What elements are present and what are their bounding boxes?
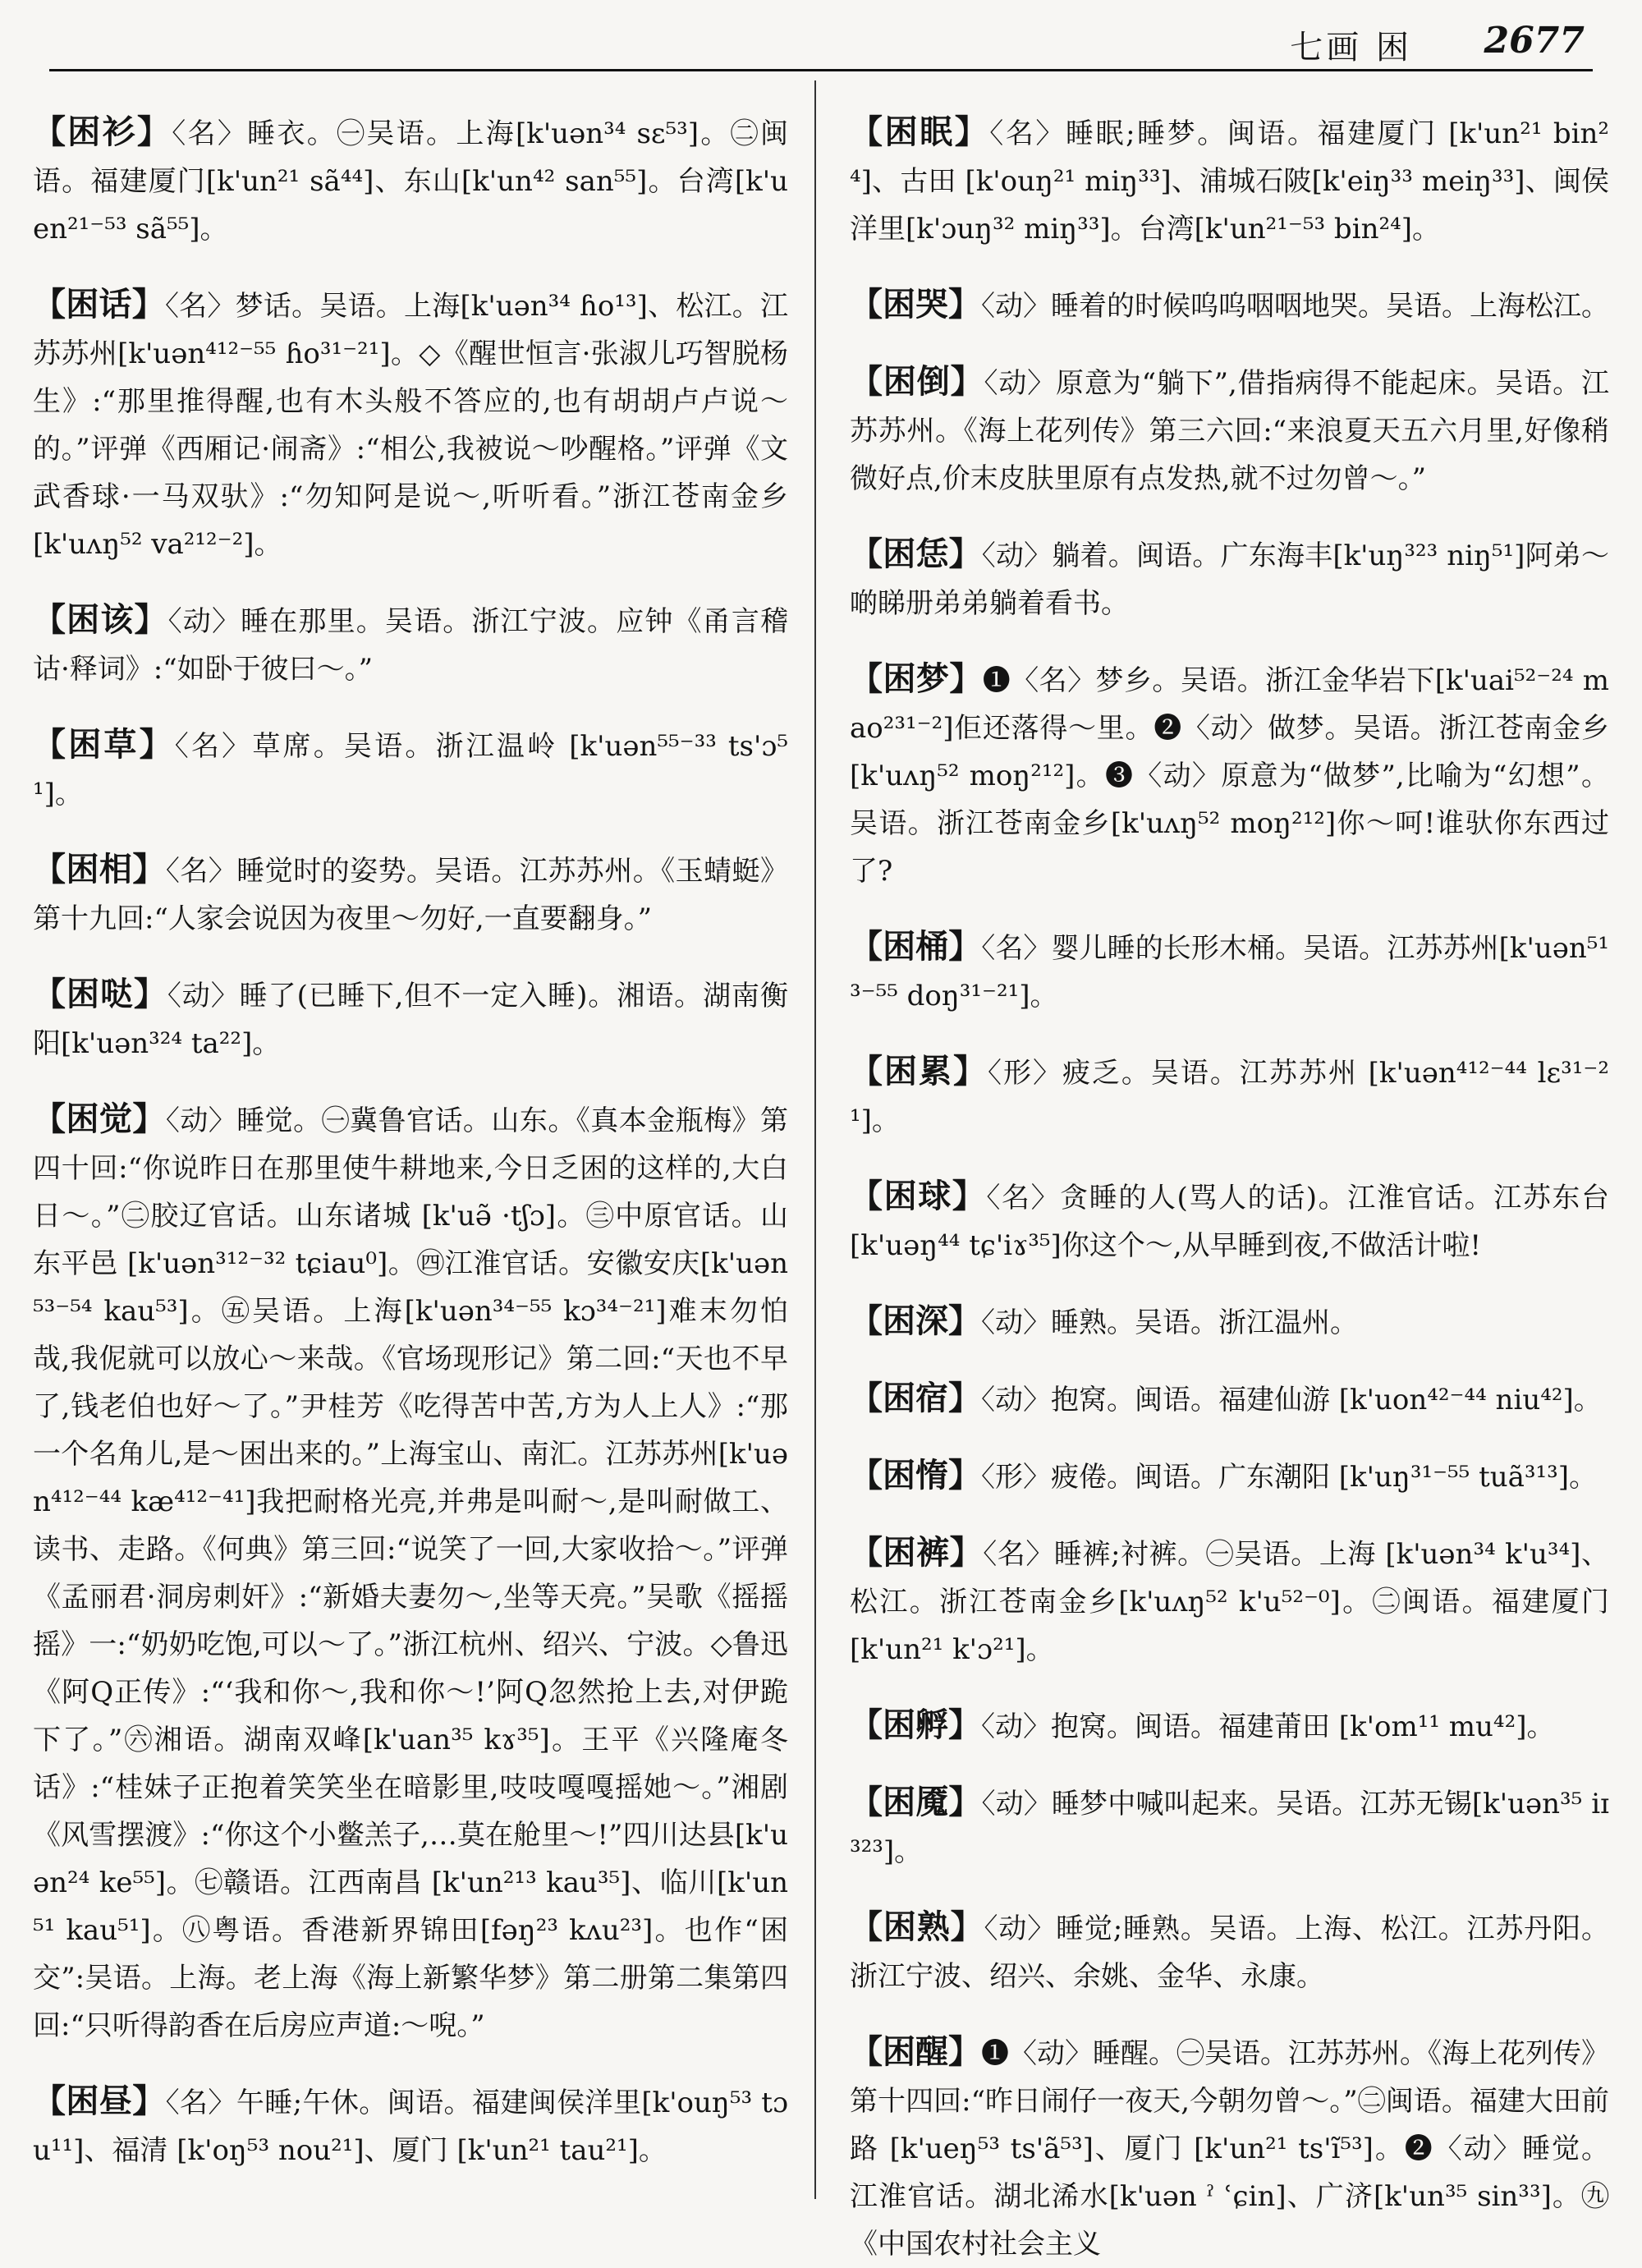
dictionary-entry [850,108,1609,253]
running-title: 七画 困 [1290,29,1412,67]
entry-definition: 〈名〉草席。吴语。浙江温岭 [k'uən⁵⁵⁻³³ ts'ɔ⁵¹]。 [33,730,789,810]
entry-definition: 〈动〉睡觉。㊀冀鲁官话。山东。《真本金瓶梅》第四十回:“你说昨日在那里使牛耕地来,今日乏困的这样的,大白日～。”㊁胶辽官话。山东诸城 [k'uə̃ ·tʃɔ]。㊂中原官话。山东平邑 [k'uən³¹²⁻³² tɕiau⁰]。㊃江淮官话。安徽安庆[k'uən⁵³⁻⁵⁴ kau⁵³]。㊄吴语。上海[k'uən³⁴⁻⁵⁵ kɔ³⁴⁻²¹]难末勿怕哉,我伲就可以放心～来哉。《官场现形记》第二回:“天也不早了,钱老伯也好～了。”尹桂芳《吃得苦中苦,方为人上人》:“那一个名角儿,是～困出来的。”上海宝山、南汇。江苏苏州[k'uən⁴¹²⁻⁴⁴ kæ⁴¹²⁻⁴¹]我把耐格光亮,并弗是叫耐～,是叫耐做工、读书、走路。《何典》第三回:“说笑了一回,大家收拾～。”评弹《孟丽君·洞房刺奸》:“新婚夫妻勿～,坐等天亮。”吴歌《摇摇摇》一:“奶奶吃饱,可以～了。”浙江杭州、绍兴、宁波。◇鲁迅《阿Q正传》:“‘我和你～,我和你～!’阿Q忽然抢上去,对伊跪下了。”㊅湘语。湖南双峰[k'uan³⁵ kɤ³⁵]。王平《兴隆庵冬话》:“桂妹子正抱着笑笑坐在暗影里,吱吱嘎嘎摇她～。”湘剧《风雪摆渡》:“你这个小鳖羔子,…莫在舱里～!”四川达县[k'uən²⁴ ke⁵⁵]。㊆赣语。江西南昌 [k'un²¹³ kau³⁵]、临川[k'un⁵¹ kau⁵¹]。㊇粤语。香港新界锦田[fəŋ²³ kʌu²³]。也作“困交”:吴语。上海。老上海《海上新繁华梦》第二册第二集第四回:“只听得韵香在后房应声道:～唲。” [33,1104,789,2042]
left-column [33,80,788,2199]
entry-definition: 〈动〉抱窝。闽语。福建莆田 [k'om¹¹ mu⁴²]。 [981,1710,1555,1743]
entry-headword: 【困桶】 [850,927,982,966]
entry-headword: 【困觉】 [33,1100,166,1138]
entry-definition: 〈动〉睡觉;睡熟。吴语。上海、松江。江苏丹阳。浙江宁波、绍兴、余姚、金华、永康。 [850,1912,1609,1993]
entry-headword: 【困草】 [33,725,175,764]
dictionary-entry [850,1903,1609,2000]
entry-definition: 〈形〉疲乏。吴语。江苏苏州 [k'uən⁴¹²⁻⁴⁴ lɛ³¹⁻²¹]。 [850,1057,1609,1137]
column-divider [814,80,816,2199]
entry-headword: 【困该】 [33,600,168,639]
entry-definition: 〈动〉躺着。闽语。广东海丰[k'uŋ³²³ niŋ⁵¹]阿弟～啲睇册弟弟躺着看书。 [850,539,1609,620]
entry-definition: 〈名〉睡衣。㊀吴语。上海[k'uən³⁴ sɛ⁵³]。㊁闽语。福建厦门[k'un²¹ sã⁴⁴]、东山[k'un⁴² san⁵⁵]。台湾[k'uen²¹⁻⁵³ sã⁵⁵]。 [33,117,788,246]
dictionary-entry [33,2077,788,2174]
dictionary-entry [33,596,788,693]
entry-definition: 〈形〉疲倦。闽语。广东潮阳 [k'uŋ³¹⁻⁵⁵ tuã³¹³]。 [981,1461,1598,1494]
entry-definition: 〈名〉午睡;午休。闽语。福建闽侯洋里[k'ouŋ⁵³ tɔu¹¹]、福清 [k'oŋ⁵³ nou²¹]、厦门 [k'un²¹ tau²¹]。 [33,2087,788,2167]
header-rule [49,69,1593,71]
dictionary-entry [850,1297,1609,1347]
entry-headword: 【困累】 [850,1052,988,1090]
entry-definition: 〈名〉睡觉时的姿势。吴语。江苏苏州。《玉蜻蜓》第十九回:“人家会说因为夜里～勿好,一直要翻身。” [33,855,789,935]
dictionary-entry [33,281,788,568]
entry-definition: ❶〈动〉睡醒。㊀吴语。江苏苏州。《海上花列传》第十四回:“昨日闹仔一夜天,今朝勿曾～。”㊁闽语。福建大田前路 [k'ueŋ⁵³ ts'ã⁵³]、厦门 [k'un²¹ ts'ĩ⁵³]。❷〈动〉睡觉。江淮官话。湖北浠水[k'uən ˀ ʿɕin]、广济[k'un³⁵ sin³³]。㊈《中国农村社会主义 [850,2037,1609,2261]
page-number: 2677 [1484,20,1585,62]
entry-definition: ❶〈名〉梦乡。吴语。浙江金华岩下[k'uai⁵²⁻²⁴ mao²³¹⁻²]佢还落得～里。❷〈动〉做梦。吴语。浙江苍南金乡 [k'uʌŋ⁵² moŋ²¹²]。❸〈动〉原意为“做梦”,比喻为“幻想”。吴语。浙江苍南金乡[k'uʌŋ⁵² moŋ²¹²]你～呵!谁驮你东西过了? [850,664,1609,888]
dictionary-entry [850,923,1609,1020]
entry-definition: 〈名〉梦话。吴语。上海[k'uən³⁴ ɦo¹³]、松江。江苏苏州[k'uən⁴¹²⁻⁵⁵ ɦo³¹⁻²¹]。◇《醒世恒言·张淑儿巧智脱杨生》:“那里推得醒,也有木头般不答应的,也有胡胡卢卢说～的。”评弹《西厢记·闹斋》:“相公,我被说～吵醒格。”评弹《文武香球·一马双驮》:“勿知阿是说～,听听看。”浙江苍南金乡[k'uʌŋ⁵² va²¹²⁻²]。 [33,290,788,561]
entry-headword: 【困哒】 [33,975,167,1013]
entry-headword: 【困深】 [850,1302,981,1340]
entry-headword: 【困恁】 [850,535,982,573]
entry-definition: 〈动〉睡着的时候呜呜咽咽地哭。吴语。上海松江。 [981,290,1609,323]
entry-definition: 〈名〉睡眠;睡梦。闽语。福建厦门 [k'un²¹ bin²⁴]、古田 [k'ouŋ²¹ miŋ³³]、浦城石陂[k'eiŋ³³ meiŋ³³]、闽侯洋里[k'ɔuŋ³² miŋ³³]。台湾[k'un²¹⁻⁵³ bin²⁴]。 [850,117,1609,246]
dictionary-entry [850,358,1609,503]
entry-definition: 〈动〉睡梦中喊叫起来。吴语。江苏无锡[k'uən³⁵ iɪ³²³]。 [850,1788,1609,1868]
dictionary-entry [850,1452,1609,1501]
dictionary-entry [33,108,788,253]
entry-definition: 〈动〉睡熟。吴语。浙江温州。 [981,1306,1358,1339]
entry-headword: 【困醒】 [850,2032,981,2071]
entry-definition: 〈动〉睡在那里。吴语。浙江宁波。应钟《甬言稽诂·释词》:“如卧于彼曰～。” [33,605,788,686]
dictionary-entry [850,1048,1609,1145]
entry-headword: 【困球】 [850,1177,987,1215]
entry-headword: 【困哭】 [850,285,981,324]
entry-headword: 【困相】 [33,850,166,888]
entry-definition: 〈动〉睡了(已睡下,但不一定入睡)。湘语。湖南衡阳[k'uən³²⁴ ta²²]。 [33,980,789,1060]
dictionary-entry [33,721,788,818]
dictionary-entry [850,1173,1609,1269]
entry-definition: 〈动〉原意为“躺下”,借指病得不能起床。吴语。江苏苏州。《海上花列传》第三六回:“来浪夏天五六月里,好像稍微好点,价末皮肤里原有点发热,就不过勿曾～。” [850,367,1609,495]
page-header [49,15,1593,66]
entry-headword: 【困梦】 [850,659,983,698]
dictionary-entry [850,655,1609,895]
entry-headword: 【困熟】 [850,1908,984,1946]
dictionary-entry [850,281,1609,330]
entry-headword: 【困话】 [33,285,165,324]
entry-definition: 〈名〉睡裤;衬裤。㊀吴语。上海 [k'uən³⁴ k'u³⁴]、松江。浙江苍南金乡[k'uʌŋ⁵² k'u⁵²⁻⁰]。㊁闽语。福建厦门[k'un²¹ k'ɔ²¹]。 [850,1538,1609,1666]
entry-headword: 【困衫】 [33,112,172,151]
entry-headword: 【困眠】 [850,112,990,151]
dictionary-entry [850,1701,1609,1751]
dictionary-entry [850,1779,1609,1875]
dictionary-entry [850,1375,1609,1424]
dictionary-entry [850,2028,1609,2268]
entry-headword: 【困昼】 [33,2082,166,2120]
dictionary-entry [33,971,788,1067]
dictionary-entry [33,1095,788,2050]
right-column [850,80,1610,2261]
dictionary-entry [850,530,1609,627]
entry-definition: 〈名〉婴儿睡的长形木桶。吴语。江苏苏州[k'uən⁵¹³⁻⁵⁵ doŋ³¹⁻²¹]。 [850,932,1609,1012]
entry-headword: 【困魇】 [850,1783,982,1821]
entry-definition: 〈动〉抱窝。闽语。福建仙游 [k'uon⁴²⁻⁴⁴ niu⁴²]。 [981,1384,1602,1416]
dictionary-entry [33,846,788,943]
entry-headword: 【困孵】 [850,1706,981,1744]
entry-headword: 【困惰】 [850,1456,981,1494]
entry-headword: 【困宿】 [850,1379,981,1417]
dictionary-entry [850,1529,1609,1673]
entry-definition: 〈名〉贪睡的人(骂人的话)。江淮官话。江苏东台[k'uəŋ⁴⁴ tɕ'iɤ³⁵]你这个～,从早睡到夜,不做活计啦! [850,1182,1610,1262]
entry-headword: 【困倒】 [850,362,984,401]
entry-headword: 【困裤】 [850,1533,984,1572]
